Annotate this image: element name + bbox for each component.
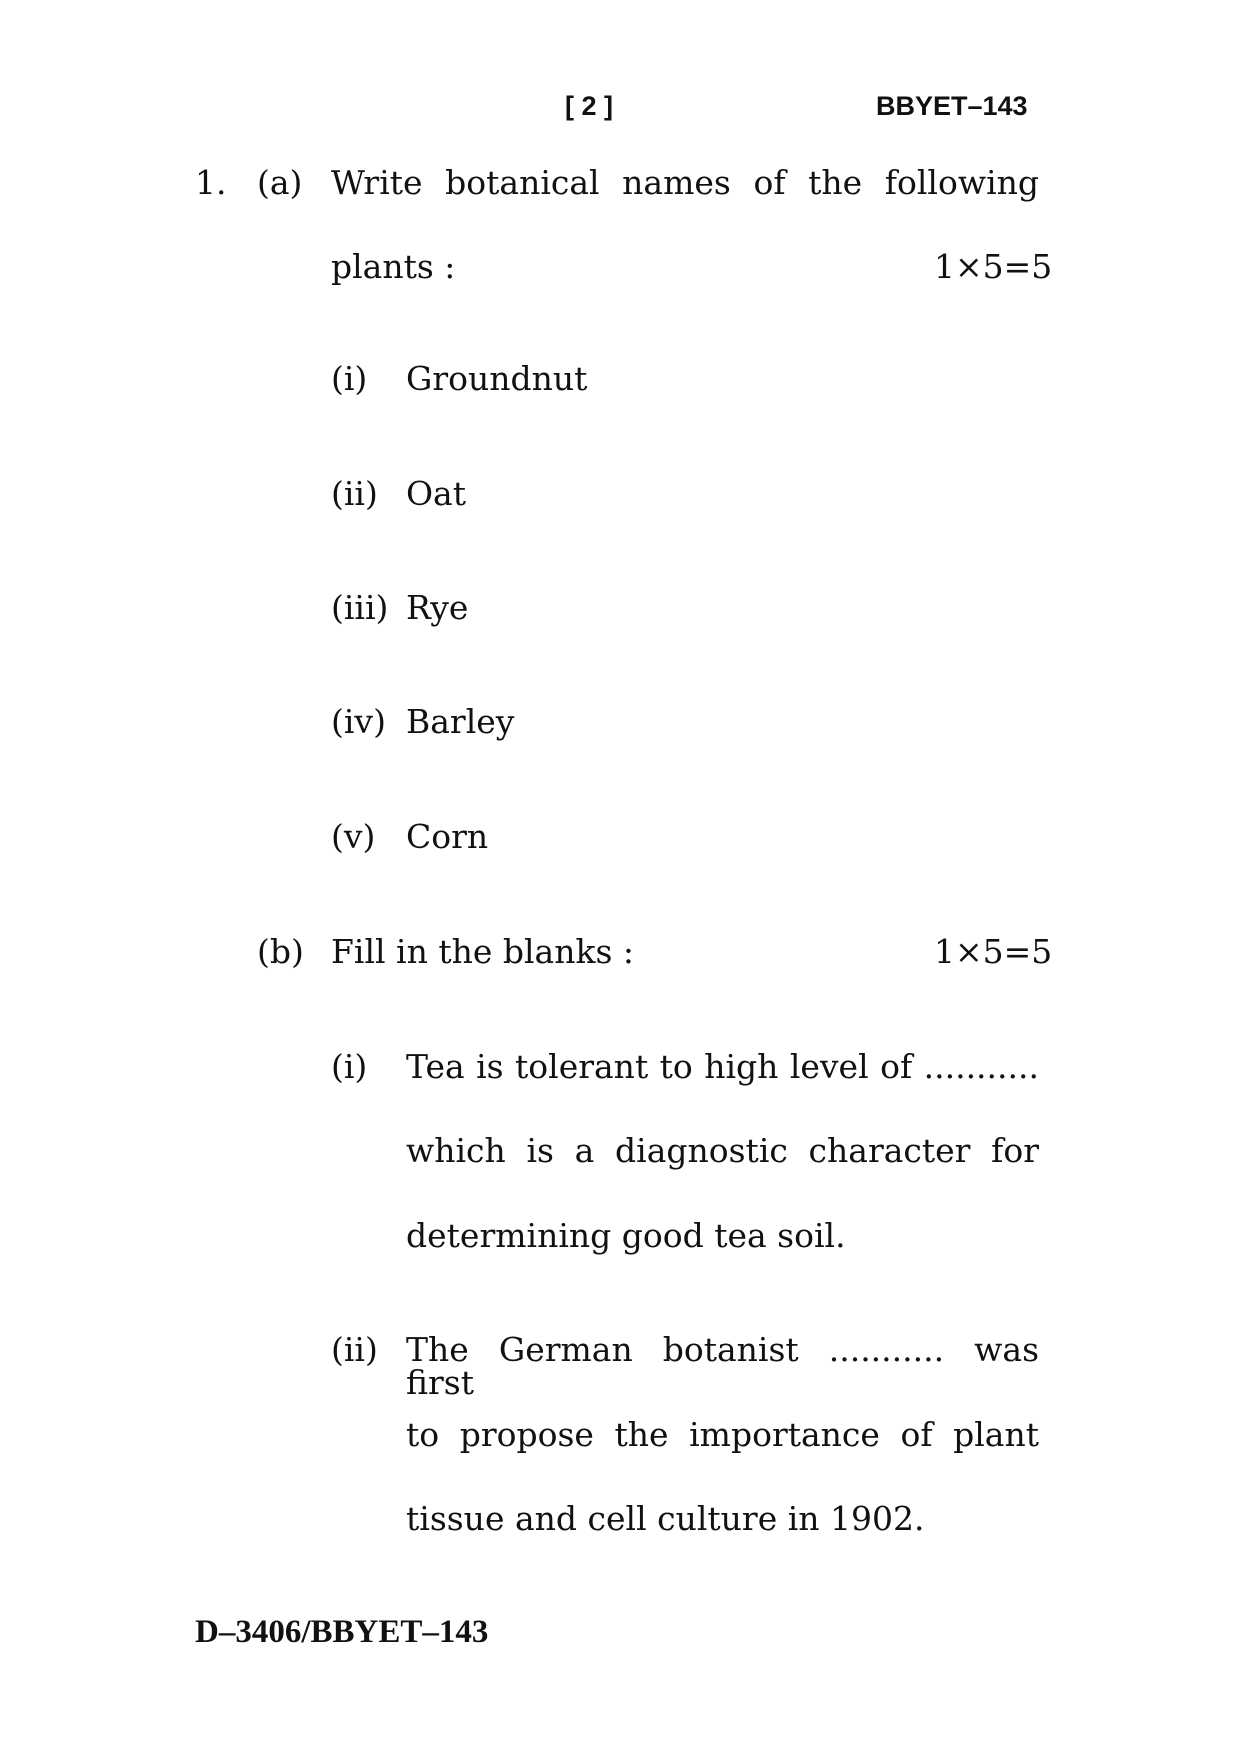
part-a-item-number: (i) — [331, 359, 368, 398]
question-number: 1. — [195, 163, 227, 202]
part-a-item-text: Groundnut — [406, 359, 588, 398]
part-a-marks: 1×5=5 — [934, 247, 1053, 286]
part-b-item-line: which is a diagnostic character for — [406, 1131, 1039, 1170]
part-a-item-text: Oat — [406, 474, 466, 513]
part-a-item-text: Barley — [406, 702, 515, 741]
part-b-item-line: The German botanist ........... was first — [406, 1330, 1039, 1402]
part-b-instruction: Fill in the blanks : — [331, 932, 635, 971]
part-a-item-number: (v) — [331, 817, 376, 856]
part-b-item-number: (ii) — [331, 1330, 378, 1369]
part-b-item-line: determining good tea soil. — [406, 1216, 846, 1255]
part-a-item-number: (iv) — [331, 702, 386, 741]
part-b-item-line: to propose the importance of plant — [406, 1415, 1039, 1454]
part-b-item-number: (i) — [331, 1047, 368, 1086]
part-a-item-text: Rye — [406, 588, 469, 627]
part-a-instruction-line1: Write botanical names of the following — [331, 163, 1039, 202]
part-b-item-line: Tea is tolerant to high level of ........... — [406, 1047, 1039, 1086]
footer-code: D–3406/BBYET–143 — [195, 1614, 489, 1650]
part-b-item-line: tissue and cell culture in 1902. — [406, 1499, 925, 1538]
part-a-instruction-line2: plants : — [331, 247, 456, 286]
part-b-label: (b) — [257, 932, 304, 971]
paper-code: BBYET–143 — [876, 91, 1028, 121]
part-a-item-number: (iii) — [331, 588, 389, 627]
page-number: [ 2 ] — [565, 91, 614, 121]
part-b-marks: 1×5=5 — [934, 932, 1053, 971]
part-a-item-text: Corn — [406, 817, 489, 856]
part-a-item-number: (ii) — [331, 474, 378, 513]
part-a-label: (a) — [257, 163, 303, 202]
